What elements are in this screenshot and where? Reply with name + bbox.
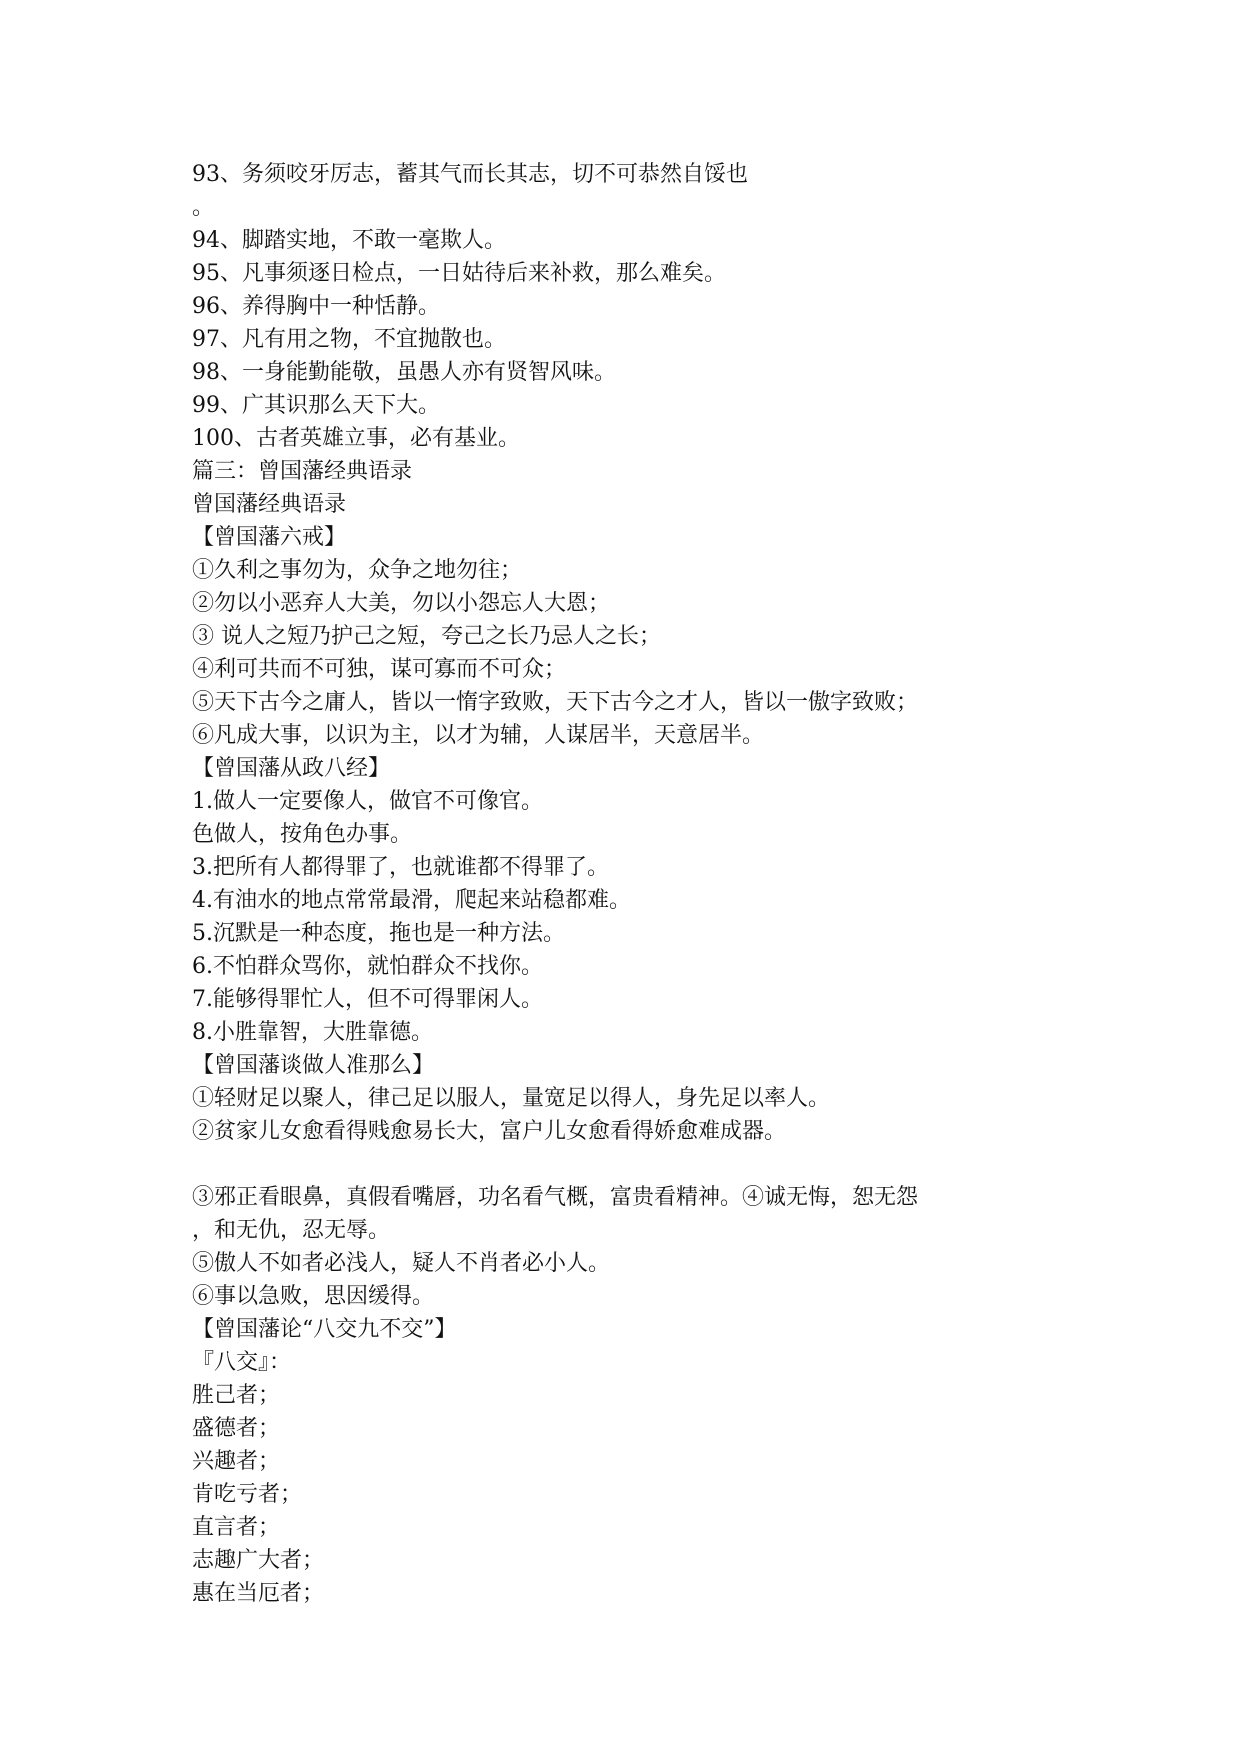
text-line: ⑥凡成大事，以识为主，以才为辅，人谋居半，天意居半。 <box>192 723 765 748</box>
text-line: 盛德者； <box>192 1416 281 1441</box>
text-line: 兴趣者； <box>192 1449 281 1474</box>
text-line: 100、古者英雄立事，必有基业。 <box>192 426 520 451</box>
section-title: 曾国藩经典语录 <box>192 492 347 517</box>
section-heading: 篇三：曾国藩经典语录 <box>192 459 413 484</box>
text-line: ③ 说人之短乃护己之短，夸己之长乃忌人之长； <box>192 624 661 649</box>
text-line: ④利可共而不可独，谋可寡而不可众； <box>192 657 567 682</box>
text-line: 『八交』： <box>192 1350 292 1375</box>
text-line: ①轻财足以聚人，律己足以服人，量宽足以得人，身先足以率人。 <box>192 1086 831 1111</box>
text-line: 96、养得胸中一种恬静。 <box>192 294 440 319</box>
text-line: 94、脚踏实地，不敢一毫欺人。 <box>192 228 506 253</box>
text-line: 志趣广大者； <box>192 1548 325 1573</box>
text-line: 肯吃亏者； <box>192 1482 303 1507</box>
text-line: 色做人，按角色办事。 <box>192 822 413 847</box>
text-line: 99、广其识那么天下大。 <box>192 393 440 418</box>
blank-line <box>192 1148 1092 1181</box>
text-line: ①久利之事勿为，众争之地勿往； <box>192 558 523 583</box>
text-line: 4.有油水的地点常常最滑，爬起来站稳都难。 <box>192 888 631 913</box>
text-line: ⑥事以急败，思因缓得。 <box>192 1284 435 1309</box>
text-line: ②贫家儿女愈看得贱愈易长大，富户儿女愈看得娇愈难成器。 <box>192 1119 787 1144</box>
text-line: 5.沉默是一种态度，拖也是一种方法。 <box>192 921 565 946</box>
text-line: 6.不怕群众骂你，就怕群众不找你。 <box>192 954 543 979</box>
subsection-heading: 【曾国藩从政八经】 <box>192 756 391 781</box>
document-body <box>192 158 1092 1610</box>
subsection-heading: 【曾国藩谈做人准那么】 <box>192 1053 435 1078</box>
text-line: 1.做人一定要像人，做官不可像官。 <box>192 789 543 814</box>
text-line: ，和无仇，忍无辱。 <box>192 1218 391 1243</box>
text-line: 8.小胜靠智，大胜靠德。 <box>192 1020 433 1045</box>
text-line: 97、凡有用之物，不宜抛散也。 <box>192 327 506 352</box>
text-line: ⑤天下古今之庸人，皆以一惰字致败，天下古今之才人，皆以一傲字致败； <box>192 690 919 715</box>
text-line: ③邪正看眼鼻，真假看嘴唇，功名看气概，富贵看精神。④诚无悔，恕无怨 <box>192 1185 919 1210</box>
text-line: 。 <box>192 195 215 220</box>
text-line: 7.能够得罪忙人，但不可得罪闲人。 <box>192 987 543 1012</box>
text-line: 惠在当厄者； <box>192 1581 325 1606</box>
text-line: 93、务须咬牙厉志，蓄其气而长其志，切不可恭然自馁也 <box>192 162 748 187</box>
text-line: 95、凡事须逐日检点，一日姑待后来补救，那么难矣。 <box>192 261 726 286</box>
text-line: ⑤傲人不如者必浅人，疑人不肖者必小人。 <box>192 1251 611 1276</box>
text-line: 胜己者； <box>192 1383 281 1408</box>
text-line: 98、一身能勤能敬，虽愚人亦有贤智风味。 <box>192 360 616 385</box>
subsection-heading: 【曾国藩论“八交九不交”】 <box>192 1317 457 1342</box>
text-line: 直言者； <box>192 1515 281 1540</box>
text-line: 3.把所有人都得罪了，也就谁都不得罪了。 <box>192 855 609 880</box>
text-line: ②勿以小恶弃人大美，勿以小怨忘人大恩； <box>192 591 611 616</box>
subsection-heading: 【曾国藩六戒】 <box>192 525 347 550</box>
